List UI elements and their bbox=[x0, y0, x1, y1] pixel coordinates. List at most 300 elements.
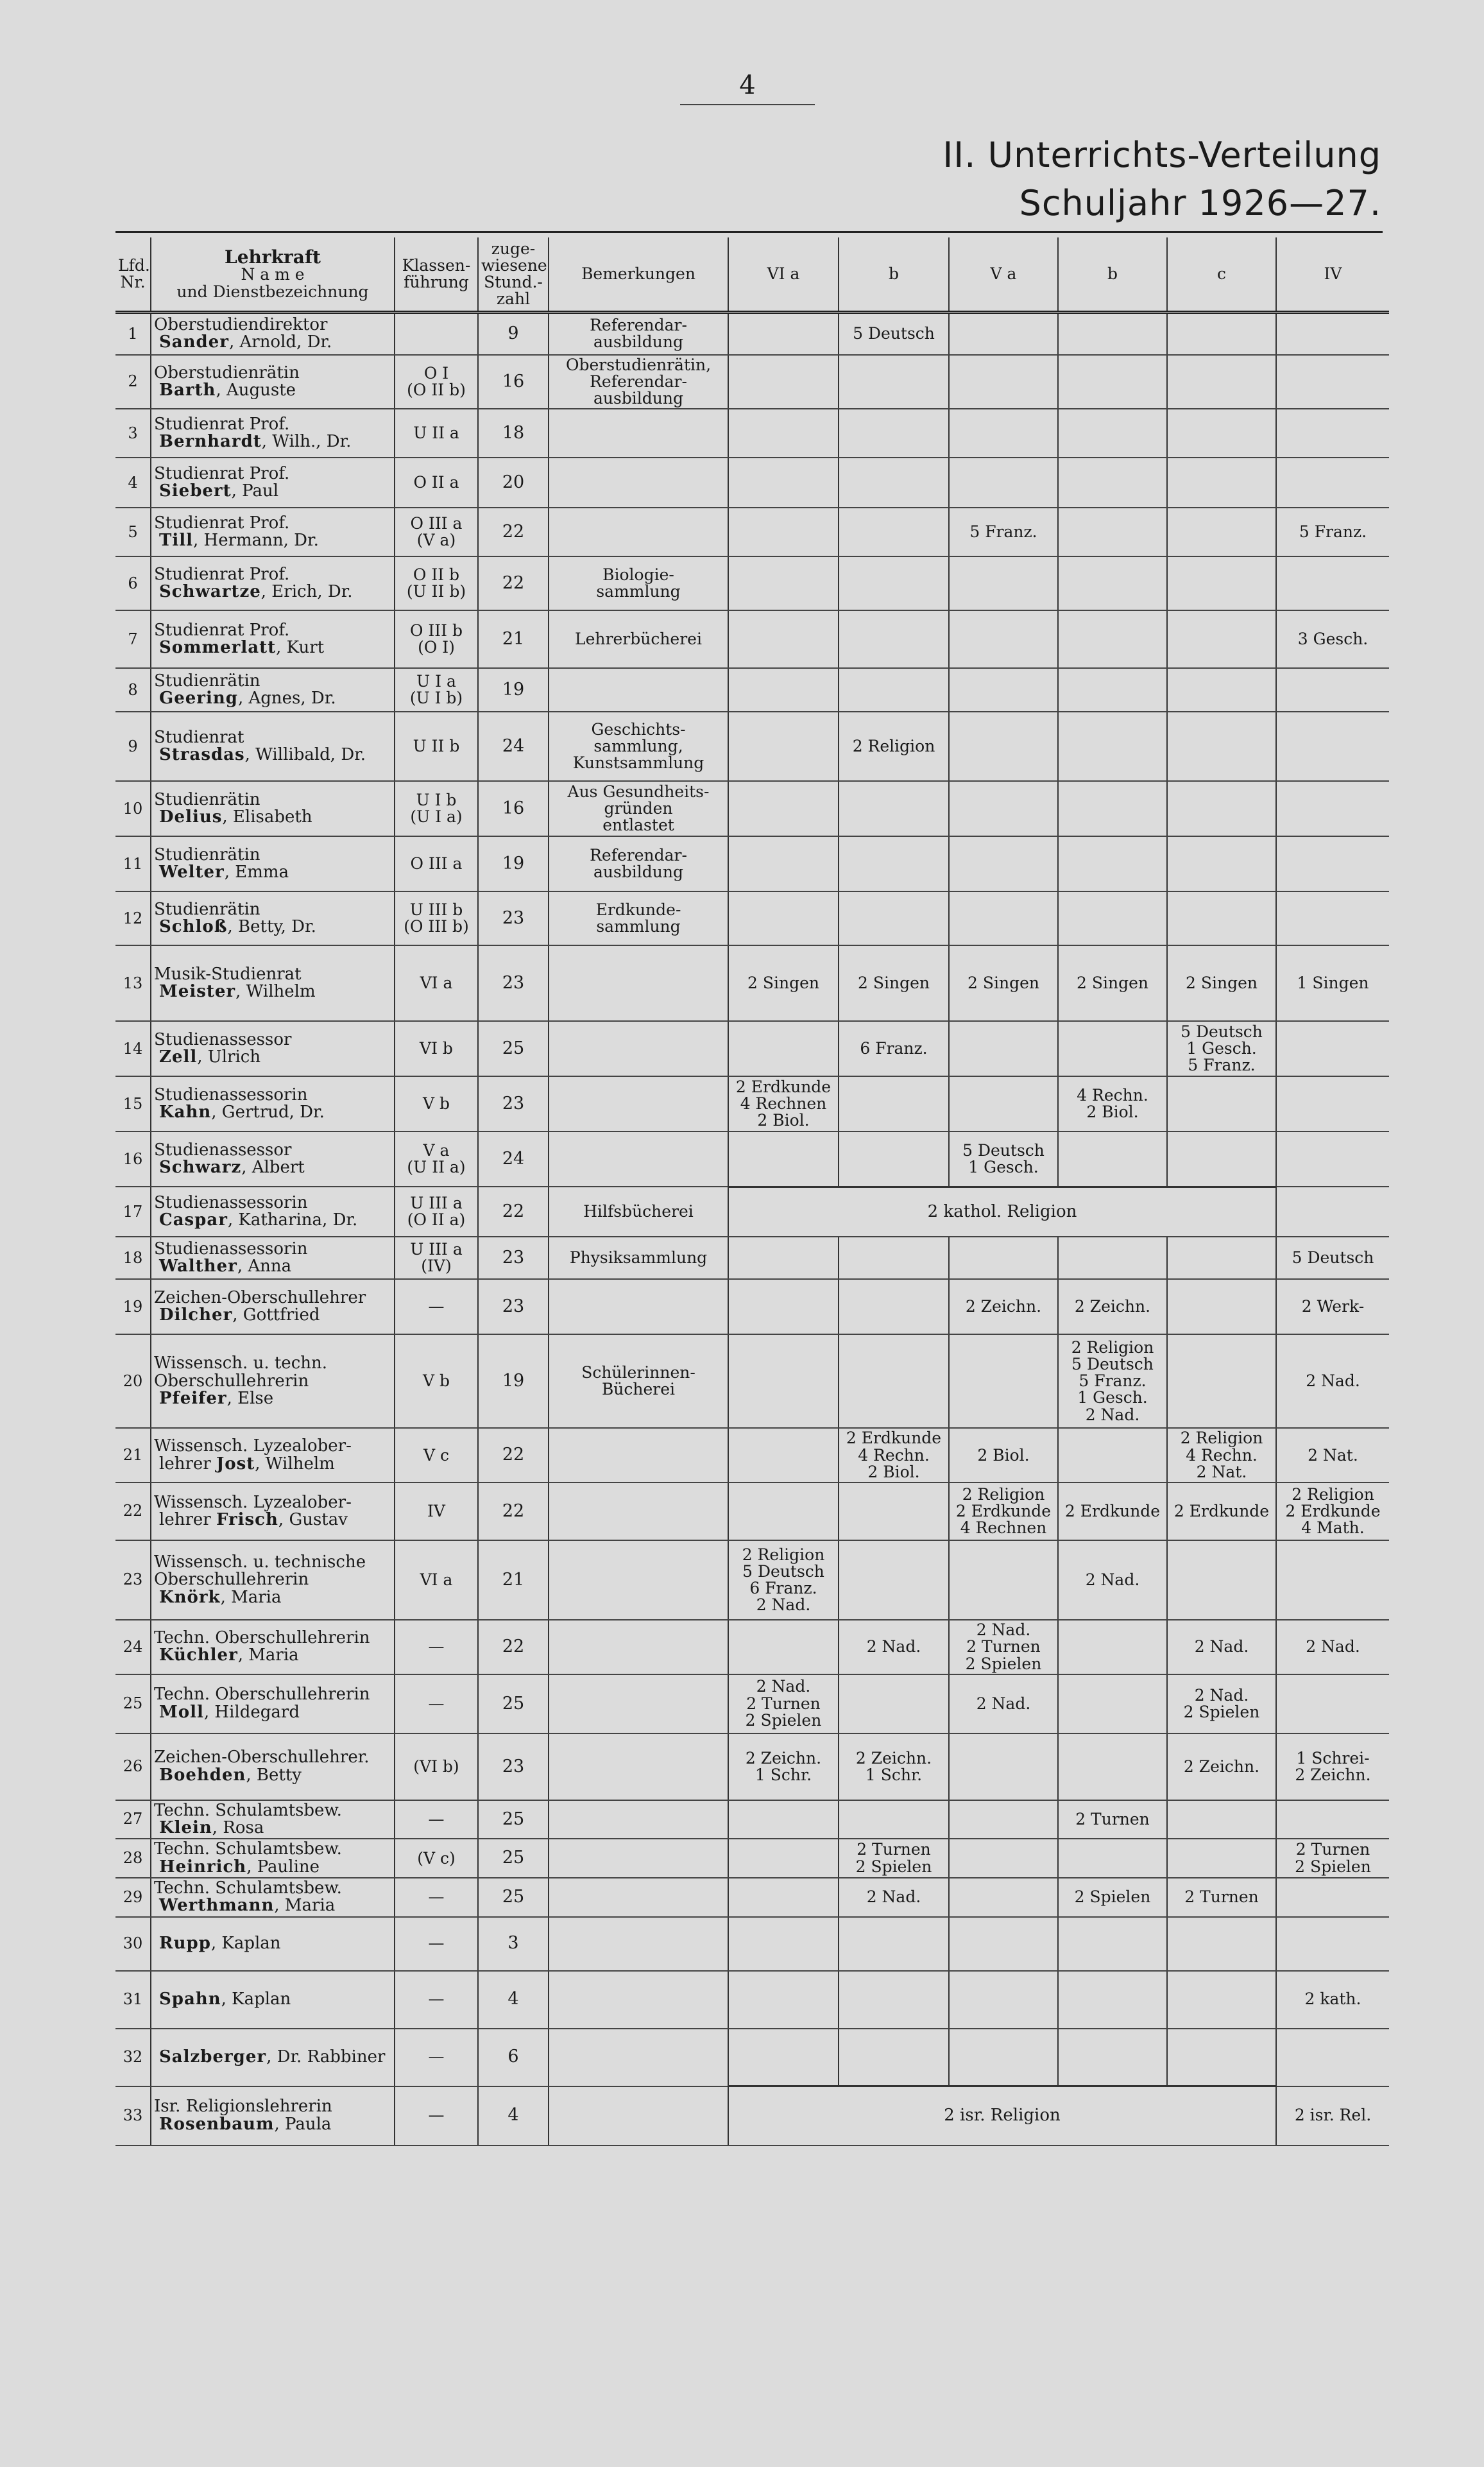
class-slot bbox=[1167, 409, 1276, 458]
class-slot bbox=[728, 1279, 839, 1334]
hours-cell: 22 bbox=[478, 1428, 549, 1483]
page-number: 4 bbox=[680, 71, 815, 105]
class-slot bbox=[1276, 458, 1389, 508]
class-slot bbox=[949, 1540, 1058, 1620]
teacher-title: Musik-Studienrat bbox=[154, 964, 302, 984]
teacher-cell bbox=[151, 836, 395, 891]
class-slot bbox=[1276, 355, 1389, 409]
hours-cell: 22 bbox=[478, 1483, 549, 1540]
class-slot bbox=[1167, 313, 1276, 355]
teacher-name: Schloß bbox=[159, 917, 228, 937]
distribution-table bbox=[115, 237, 1389, 2146]
class-slot bbox=[949, 313, 1058, 355]
row-number: 9 bbox=[115, 712, 151, 781]
class-slot bbox=[728, 508, 839, 556]
class-slot bbox=[728, 1917, 839, 1971]
teacher-title: Studienrat bbox=[154, 727, 244, 747]
remarks-cell bbox=[549, 2086, 728, 2145]
class-slot bbox=[1167, 1839, 1276, 1878]
class-slot bbox=[839, 1917, 949, 1971]
teacher-name-line bbox=[154, 583, 391, 601]
class-slot bbox=[949, 355, 1058, 409]
teacher-name: Meister bbox=[159, 982, 236, 1002]
teacher-name-detail: , Else bbox=[226, 1388, 274, 1408]
teacher-title: Studienassessor bbox=[154, 1029, 292, 1049]
row-number: 22 bbox=[115, 1483, 151, 1540]
class-lead-cell bbox=[395, 313, 478, 355]
class-slot bbox=[949, 1878, 1058, 1917]
teacher-name-line bbox=[154, 1935, 391, 1952]
table-header-row bbox=[115, 237, 1389, 313]
hours-cell: 23 bbox=[478, 1076, 549, 1131]
teacher-cell bbox=[151, 945, 395, 1021]
teacher-cell bbox=[151, 1076, 395, 1131]
hours-cell: 19 bbox=[478, 668, 549, 712]
class-slot: 5 Deutsch bbox=[1276, 1237, 1389, 1279]
class-slot bbox=[728, 1483, 839, 1540]
class-slot bbox=[1167, 1334, 1276, 1428]
class-slot: 2 Erdkunde bbox=[1167, 1483, 1276, 1540]
class-slot bbox=[839, 1076, 949, 1131]
teacher-title: Studienrätin bbox=[154, 671, 260, 691]
class-slot: 2 Singen bbox=[1167, 945, 1276, 1021]
class-lead-cell: U I b (U I a) bbox=[395, 781, 478, 836]
class-slot bbox=[839, 2029, 949, 2086]
class-slot: 2 Religion 5 Deutsch 5 Franz. 1 Gesch. 2 Nad. bbox=[1058, 1334, 1167, 1428]
teacher-cell bbox=[151, 610, 395, 668]
class-lead-cell: — bbox=[395, 1800, 478, 1839]
teacher-name: Walther bbox=[159, 1257, 237, 1276]
teacher-name-detail: , Gottfried bbox=[232, 1305, 320, 1325]
teacher-cell bbox=[151, 1187, 395, 1237]
class-lead-cell: — bbox=[395, 1971, 478, 2029]
class-slot: 2 Nad. 2 Spielen bbox=[1167, 1674, 1276, 1733]
remarks-cell bbox=[549, 1428, 728, 1483]
row-number: 23 bbox=[115, 1540, 151, 1620]
table-row bbox=[115, 945, 1389, 1021]
teacher-cell bbox=[151, 1131, 395, 1187]
teacher-cell bbox=[151, 508, 395, 556]
class-slot bbox=[1167, 781, 1276, 836]
remarks-cell: Lehrerbücherei bbox=[549, 610, 728, 668]
teacher-name: Barth bbox=[159, 380, 216, 400]
hours-cell: 25 bbox=[478, 1800, 549, 1839]
teacher-name-detail: , Maria bbox=[274, 1896, 336, 1916]
class-slot: 2 Zeichn. bbox=[1167, 1733, 1276, 1800]
class-slot bbox=[949, 1733, 1058, 1800]
teacher-name: Frisch bbox=[216, 1510, 278, 1529]
table-body bbox=[115, 313, 1389, 2145]
teacher-title: Studienrat Prof. bbox=[154, 513, 290, 533]
class-slot bbox=[1276, 1021, 1389, 1076]
class-slot bbox=[839, 610, 949, 668]
remarks-cell bbox=[549, 945, 728, 1021]
class-slot: 2 Nad. bbox=[1276, 1334, 1389, 1428]
remarks-cell: Referendar- ausbildung bbox=[549, 836, 728, 891]
class-slot bbox=[949, 668, 1058, 712]
remarks-cell bbox=[549, 1021, 728, 1076]
hours-cell: 18 bbox=[478, 409, 549, 458]
class-slot bbox=[949, 712, 1058, 781]
class-slot bbox=[1058, 1917, 1167, 1971]
teacher-cell bbox=[151, 313, 395, 355]
class-slot bbox=[1058, 836, 1167, 891]
teacher-title: Oberstudienrätin bbox=[154, 363, 300, 383]
teacher-name-detail: , Paula bbox=[274, 2114, 332, 2134]
teacher-cell bbox=[151, 891, 395, 945]
table-row bbox=[115, 836, 1389, 891]
class-slot bbox=[1058, 668, 1167, 712]
hours-cell: 16 bbox=[478, 355, 549, 409]
hours-cell: 21 bbox=[478, 610, 549, 668]
remarks-cell: Biologie- sammlung bbox=[549, 556, 728, 610]
teacher-name: Küchler bbox=[159, 1646, 238, 1665]
class-slot bbox=[839, 1483, 949, 1540]
class-slot bbox=[949, 1839, 1058, 1878]
teacher-name-line bbox=[154, 1456, 391, 1473]
class-slot: 5 Franz. bbox=[949, 508, 1058, 556]
class-slot bbox=[1058, 1428, 1167, 1483]
class-slot bbox=[839, 668, 949, 712]
class-slot bbox=[1276, 1917, 1389, 1971]
hours-cell: 25 bbox=[478, 1674, 549, 1733]
teacher-title: Studienrätin bbox=[154, 789, 260, 809]
class-slot bbox=[728, 610, 839, 668]
class-slot: 2 isr. Rel. bbox=[1276, 2086, 1389, 2145]
class-slot: 2 Nad. bbox=[839, 1620, 949, 1674]
class-lead-cell: O II a bbox=[395, 458, 478, 508]
teacher-name: Bernhardt bbox=[159, 432, 262, 452]
class-slot bbox=[1058, 1674, 1167, 1733]
teacher-cell bbox=[151, 1674, 395, 1733]
teacher-title: Studienassessor bbox=[154, 1140, 292, 1160]
table-row bbox=[115, 1839, 1389, 1878]
remarks-cell bbox=[549, 1800, 728, 1839]
remarks-cell bbox=[549, 1131, 728, 1187]
class-slot bbox=[949, 781, 1058, 836]
teacher-name-line bbox=[154, 918, 391, 936]
class-lead-cell: O III a (V a) bbox=[395, 508, 478, 556]
class-slot bbox=[1276, 712, 1389, 781]
teacher-name: Heinrich bbox=[159, 1857, 247, 1877]
row-number: 19 bbox=[115, 1279, 151, 1334]
teacher-name-line bbox=[154, 334, 391, 351]
table-row bbox=[115, 1483, 1389, 1540]
hours-cell: 6 bbox=[478, 2029, 549, 2086]
teacher-name-detail: , Maria bbox=[237, 1646, 299, 1665]
hours-cell: 9 bbox=[478, 313, 549, 355]
class-slot bbox=[839, 1540, 949, 1620]
teacher-title: Studienrat Prof. bbox=[154, 620, 290, 640]
class-slot: 2 Singen bbox=[839, 945, 949, 1021]
class-slot bbox=[839, 1674, 949, 1733]
table-row bbox=[115, 313, 1389, 355]
teacher-name-line bbox=[154, 1307, 391, 1324]
teacher-name: Moll bbox=[159, 1702, 204, 1722]
class-slot bbox=[949, 556, 1058, 610]
class-slot bbox=[1276, 2029, 1389, 2086]
row-number: 3 bbox=[115, 409, 151, 458]
class-slot: 2 Nad. bbox=[839, 1878, 949, 1917]
class-slot: 1 Schrei- 2 Zeichn. bbox=[1276, 1733, 1389, 1800]
class-slot: 5 Franz. bbox=[1276, 508, 1389, 556]
class-slot bbox=[1276, 1076, 1389, 1131]
class-slot bbox=[1167, 508, 1276, 556]
class-slot bbox=[1276, 891, 1389, 945]
teacher-name-detail: , Agnes, Dr. bbox=[237, 689, 336, 709]
teacher-name-line bbox=[154, 1819, 391, 1837]
teacher-name: Zell bbox=[159, 1047, 198, 1067]
class-slot bbox=[949, 409, 1058, 458]
class-slot bbox=[1276, 836, 1389, 891]
teacher-title-suffix: lehrer bbox=[159, 1454, 216, 1474]
teacher-name: Klein bbox=[159, 1818, 212, 1838]
row-number: 26 bbox=[115, 1733, 151, 1800]
table-row bbox=[115, 1076, 1389, 1131]
table-row bbox=[115, 781, 1389, 836]
class-slot: 2 Turnen 2 Spielen bbox=[839, 1839, 949, 1878]
class-slot bbox=[1058, 1021, 1167, 1076]
row-number: 11 bbox=[115, 836, 151, 891]
class-slot bbox=[949, 1971, 1058, 2029]
class-slot bbox=[728, 891, 839, 945]
teacher-name-line bbox=[154, 532, 391, 549]
row-number: 1 bbox=[115, 313, 151, 355]
teacher-title: Techn. Oberschullehrerin bbox=[154, 1685, 370, 1705]
class-slot: 2 Zeichn. 1 Schr. bbox=[839, 1733, 949, 1800]
class-slot: 2 Religion bbox=[839, 712, 949, 781]
teacher-name-detail: , Elisabeth bbox=[222, 807, 312, 827]
teacher-title: Zeichen-Oberschullehrer bbox=[154, 1287, 366, 1307]
row-number: 17 bbox=[115, 1187, 151, 1237]
class-slot bbox=[839, 1971, 949, 2029]
teacher-cell bbox=[151, 1839, 395, 1878]
class-slot bbox=[1058, 313, 1167, 355]
class-slot bbox=[839, 355, 949, 409]
teacher-title: Wissensch. u. technische Oberschullehrerin bbox=[154, 1552, 366, 1590]
class-slot: 2 Nad. bbox=[1167, 1620, 1276, 1674]
class-lead-cell: — bbox=[395, 2029, 478, 2086]
class-slot bbox=[1276, 556, 1389, 610]
remarks-cell bbox=[549, 1279, 728, 1334]
row-number: 2 bbox=[115, 355, 151, 409]
hours-cell: 25 bbox=[478, 1839, 549, 1878]
teacher-name: Spahn bbox=[159, 1989, 221, 2009]
teacher-title: Wissensch. Lyzealober- bbox=[154, 1436, 352, 1456]
class-slot bbox=[949, 1076, 1058, 1131]
hours-cell: 23 bbox=[478, 891, 549, 945]
class-slot bbox=[1167, 712, 1276, 781]
teacher-name: Strasdas bbox=[159, 745, 245, 765]
teacher-name-detail: , Wilh., Dr. bbox=[261, 432, 352, 452]
class-lead-cell: V b bbox=[395, 1334, 478, 1428]
teacher-cell bbox=[151, 1971, 395, 2029]
teacher-title: Studienassessorin bbox=[154, 1239, 308, 1259]
class-lead-cell: V b bbox=[395, 1076, 478, 1131]
row-number: 14 bbox=[115, 1021, 151, 1076]
teacher-name-detail: , Pauline bbox=[246, 1857, 320, 1877]
teacher-name: Geering bbox=[159, 689, 238, 709]
teacher-name-detail: , Ulrich bbox=[197, 1047, 261, 1067]
col-header-remarks: Bemerkungen bbox=[549, 237, 728, 313]
class-slot bbox=[728, 1334, 839, 1428]
class-slot bbox=[1276, 1800, 1389, 1839]
remarks-cell: Referendar- ausbildung bbox=[549, 313, 728, 355]
class-slot: 2 Religion 5 Deutsch 6 Franz. 2 Nad. bbox=[728, 1540, 839, 1620]
class-lead-cell: — bbox=[395, 2086, 478, 2145]
row-number: 27 bbox=[115, 1800, 151, 1839]
teacher-cell bbox=[151, 409, 395, 458]
remarks-cell bbox=[549, 1674, 728, 1733]
remarks-cell bbox=[549, 458, 728, 508]
teacher-name-line bbox=[154, 690, 391, 707]
teacher-name-detail: , Kaplan bbox=[221, 1989, 291, 2009]
teacher-cell bbox=[151, 1483, 395, 1540]
class-slot: 2 Turnen bbox=[1058, 1800, 1167, 1839]
teacher-name: Till bbox=[159, 531, 193, 551]
hours-cell: 24 bbox=[478, 1131, 549, 1187]
col-header-class-lead: Klassen- führung bbox=[395, 237, 478, 313]
class-slot: 2 Zeichn. bbox=[949, 1279, 1058, 1334]
class-lead-cell: — bbox=[395, 1917, 478, 1971]
class-slot bbox=[1276, 1131, 1389, 1187]
col-header-class: IV bbox=[1276, 237, 1389, 313]
teacher-name: Schwarz bbox=[159, 1158, 242, 1178]
remarks-cell: Oberstudienrätin, Referendar- ausbildung bbox=[549, 355, 728, 409]
col-header-class: b bbox=[839, 237, 949, 313]
table-row bbox=[115, 891, 1389, 945]
teacher-cell bbox=[151, 1540, 395, 1620]
class-slot bbox=[1167, 458, 1276, 508]
teacher-name-detail: , Arnold, Dr. bbox=[228, 332, 332, 352]
teacher-name: Boehden bbox=[159, 1765, 246, 1785]
teacher-name-line bbox=[154, 1390, 391, 1407]
class-slot: 2 Singen bbox=[1058, 945, 1167, 1021]
class-slot bbox=[949, 610, 1058, 668]
header-rule bbox=[115, 231, 1383, 233]
class-slot bbox=[1167, 2029, 1276, 2086]
remarks-cell bbox=[549, 1917, 728, 1971]
table-row bbox=[115, 556, 1389, 610]
teacher-name-detail: , Emma bbox=[224, 863, 289, 882]
class-slot bbox=[949, 891, 1058, 945]
table-row bbox=[115, 712, 1389, 781]
table-row bbox=[115, 2029, 1389, 2086]
teacher-name-line bbox=[154, 864, 391, 881]
table-row bbox=[115, 1428, 1389, 1483]
remarks-cell bbox=[549, 2029, 728, 2086]
class-slot: 5 Deutsch 1 Gesch. bbox=[949, 1131, 1058, 1187]
class-slot: 2 Singen bbox=[728, 945, 839, 1021]
hours-cell: 23 bbox=[478, 945, 549, 1021]
class-lead-cell: O III b (O I) bbox=[395, 610, 478, 668]
class-lead-cell: O II b (U II b) bbox=[395, 556, 478, 610]
teacher-name-detail: , Kurt bbox=[276, 638, 325, 658]
teacher-title-suffix: lehrer bbox=[159, 1510, 216, 1529]
teacher-name-detail: , Dr. Rabbiner bbox=[266, 2047, 386, 2067]
row-number: 29 bbox=[115, 1878, 151, 1917]
teacher-name-detail: , Willibald, Dr. bbox=[244, 745, 366, 765]
class-lead-cell: O III a bbox=[395, 836, 478, 891]
class-slot: 2 kath. bbox=[1276, 1971, 1389, 2029]
teacher-cell bbox=[151, 1237, 395, 1279]
teacher-name-detail: , Wilhelm bbox=[235, 982, 316, 1002]
row-number: 8 bbox=[115, 668, 151, 712]
teacher-name: Rupp bbox=[159, 1933, 211, 1953]
class-slot bbox=[1276, 1540, 1389, 1620]
class-slot: 2 Nad. bbox=[949, 1674, 1058, 1733]
class-slot bbox=[949, 2029, 1058, 2086]
teacher-cell bbox=[151, 1800, 395, 1839]
row-number: 18 bbox=[115, 1237, 151, 1279]
hours-cell: 20 bbox=[478, 458, 549, 508]
class-slot: 2 Religion 4 Rechn. 2 Nat. bbox=[1167, 1428, 1276, 1483]
hours-cell: 23 bbox=[478, 1733, 549, 1800]
hours-cell: 22 bbox=[478, 1620, 549, 1674]
spanning-assignment: 2 kathol. Religion bbox=[728, 1187, 1276, 1237]
row-number: 30 bbox=[115, 1917, 151, 1971]
teacher-name: Knörk bbox=[159, 1587, 221, 1607]
class-slot bbox=[839, 836, 949, 891]
row-number: 4 bbox=[115, 458, 151, 508]
hours-cell: 25 bbox=[478, 1021, 549, 1076]
hours-cell: 21 bbox=[478, 1540, 549, 1620]
teacher-title: Zeichen-Oberschullehrer. bbox=[154, 1748, 370, 1767]
table-row bbox=[115, 409, 1389, 458]
class-slot bbox=[1058, 1131, 1167, 1187]
class-slot: 2 Werk- bbox=[1276, 1279, 1389, 1334]
class-slot bbox=[1167, 1279, 1276, 1334]
class-slot: 2 Singen bbox=[949, 945, 1058, 1021]
remarks-cell: Physiksammlung bbox=[549, 1237, 728, 1279]
teacher-cell bbox=[151, 668, 395, 712]
class-slot bbox=[949, 1917, 1058, 1971]
class-slot bbox=[1058, 2029, 1167, 2086]
col-header-class: b bbox=[1058, 237, 1167, 313]
teacher-name-detail: , Albert bbox=[241, 1158, 305, 1178]
remarks-cell bbox=[549, 1733, 728, 1800]
teacher-name-detail: , Betty bbox=[246, 1765, 302, 1785]
table-row bbox=[115, 1187, 1389, 1237]
teacher-name-line bbox=[154, 2049, 391, 2066]
class-slot bbox=[728, 355, 839, 409]
teacher-name: Dilcher bbox=[159, 1305, 233, 1325]
teacher-name-line bbox=[154, 809, 391, 826]
teacher-title: Techn. Schulamtsbew. bbox=[154, 1839, 342, 1859]
teacher-name-detail: , Katharina, Dr. bbox=[227, 1210, 358, 1230]
table-row bbox=[115, 1237, 1389, 1279]
table-row bbox=[115, 1131, 1389, 1187]
class-slot bbox=[1276, 668, 1389, 712]
table-row bbox=[115, 508, 1389, 556]
teacher-cell bbox=[151, 712, 395, 781]
class-slot bbox=[1058, 1620, 1167, 1674]
class-lead-cell: (V c) bbox=[395, 1839, 478, 1878]
page-title: II. Unterrichts-Verteilung bbox=[942, 135, 1381, 175]
class-slot bbox=[949, 1334, 1058, 1428]
remarks-cell bbox=[549, 1076, 728, 1131]
class-lead-cell: VI b bbox=[395, 1021, 478, 1076]
class-lead-cell: U III b (O III b) bbox=[395, 891, 478, 945]
class-slot bbox=[1167, 1971, 1276, 2029]
remarks-cell: Schülerinnen- Bücherei bbox=[549, 1334, 728, 1428]
class-slot bbox=[1276, 781, 1389, 836]
hours-cell: 19 bbox=[478, 836, 549, 891]
hours-cell: 19 bbox=[478, 1334, 549, 1428]
teacher-name: Kahn bbox=[159, 1103, 212, 1122]
class-slot bbox=[1058, 610, 1167, 668]
teacher-name-detail: , Wilhelm bbox=[255, 1454, 335, 1474]
